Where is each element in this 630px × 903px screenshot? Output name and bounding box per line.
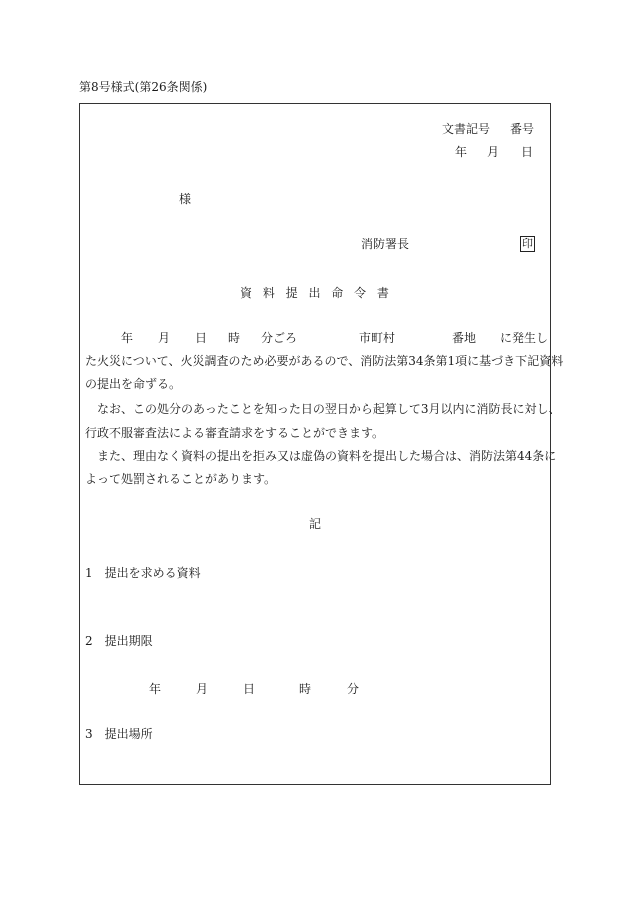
fire-date-hour: 時 [228, 331, 241, 345]
seal-mark [520, 236, 535, 252]
date-day: 日 [521, 145, 534, 159]
fire-block-number: 番地 [452, 331, 477, 345]
deadline-hour: 時 [299, 682, 312, 696]
body-line-2: た火災について、火災調査のため必要があるので、消防法第34条第1項に基づき下記資料 [85, 354, 564, 368]
fire-date-minute: 分ごろ [261, 331, 298, 345]
issuer-title: 消防署長 [361, 237, 410, 251]
body-line-7: よって処罰されることがあります。 [85, 472, 277, 486]
deadline-minute: 分 [347, 682, 360, 696]
fire-date-year: 年 [121, 331, 134, 345]
date-month: 月 [487, 145, 500, 159]
fire-date-month: 月 [158, 331, 171, 345]
doc-number-label: 文書記号 [442, 122, 491, 136]
fire-occurred-text: に発生し [500, 331, 549, 345]
body-line-4: なお、この処分のあったことを知った日の翌日から起算して3月以内に消防長に対し、 [97, 402, 561, 416]
seal-glyph: 印 [522, 237, 533, 250]
item-3-label: 3 提出場所 [85, 727, 153, 741]
body-line-3: の提出を命ずる。 [85, 377, 182, 391]
addressee-suffix: 様 [179, 192, 192, 206]
number-label: 番号 [510, 122, 535, 136]
body-line-5: 行政不服審査法による審査請求をすることができます。 [85, 426, 385, 440]
deadline-year: 年 [149, 682, 162, 696]
item-2-label: 2 提出期限 [85, 634, 153, 648]
fire-municipality: 市町村 [359, 331, 396, 345]
form-number-label: 第8号様式(第26条関係) [79, 80, 208, 94]
document-title: 資 料 提 出 命 令 書 [240, 286, 390, 300]
ki-heading: 記 [309, 517, 322, 531]
deadline-month: 月 [196, 682, 209, 696]
date-year: 年 [455, 145, 468, 159]
fire-date-day: 日 [195, 331, 208, 345]
body-line-6: また、理由なく資料の提出を拒み又は虚偽の資料を提出した場合は、消防法第44条に [97, 449, 557, 463]
item-1-label: 1 提出を求める資料 [85, 566, 201, 580]
deadline-day: 日 [243, 682, 256, 696]
